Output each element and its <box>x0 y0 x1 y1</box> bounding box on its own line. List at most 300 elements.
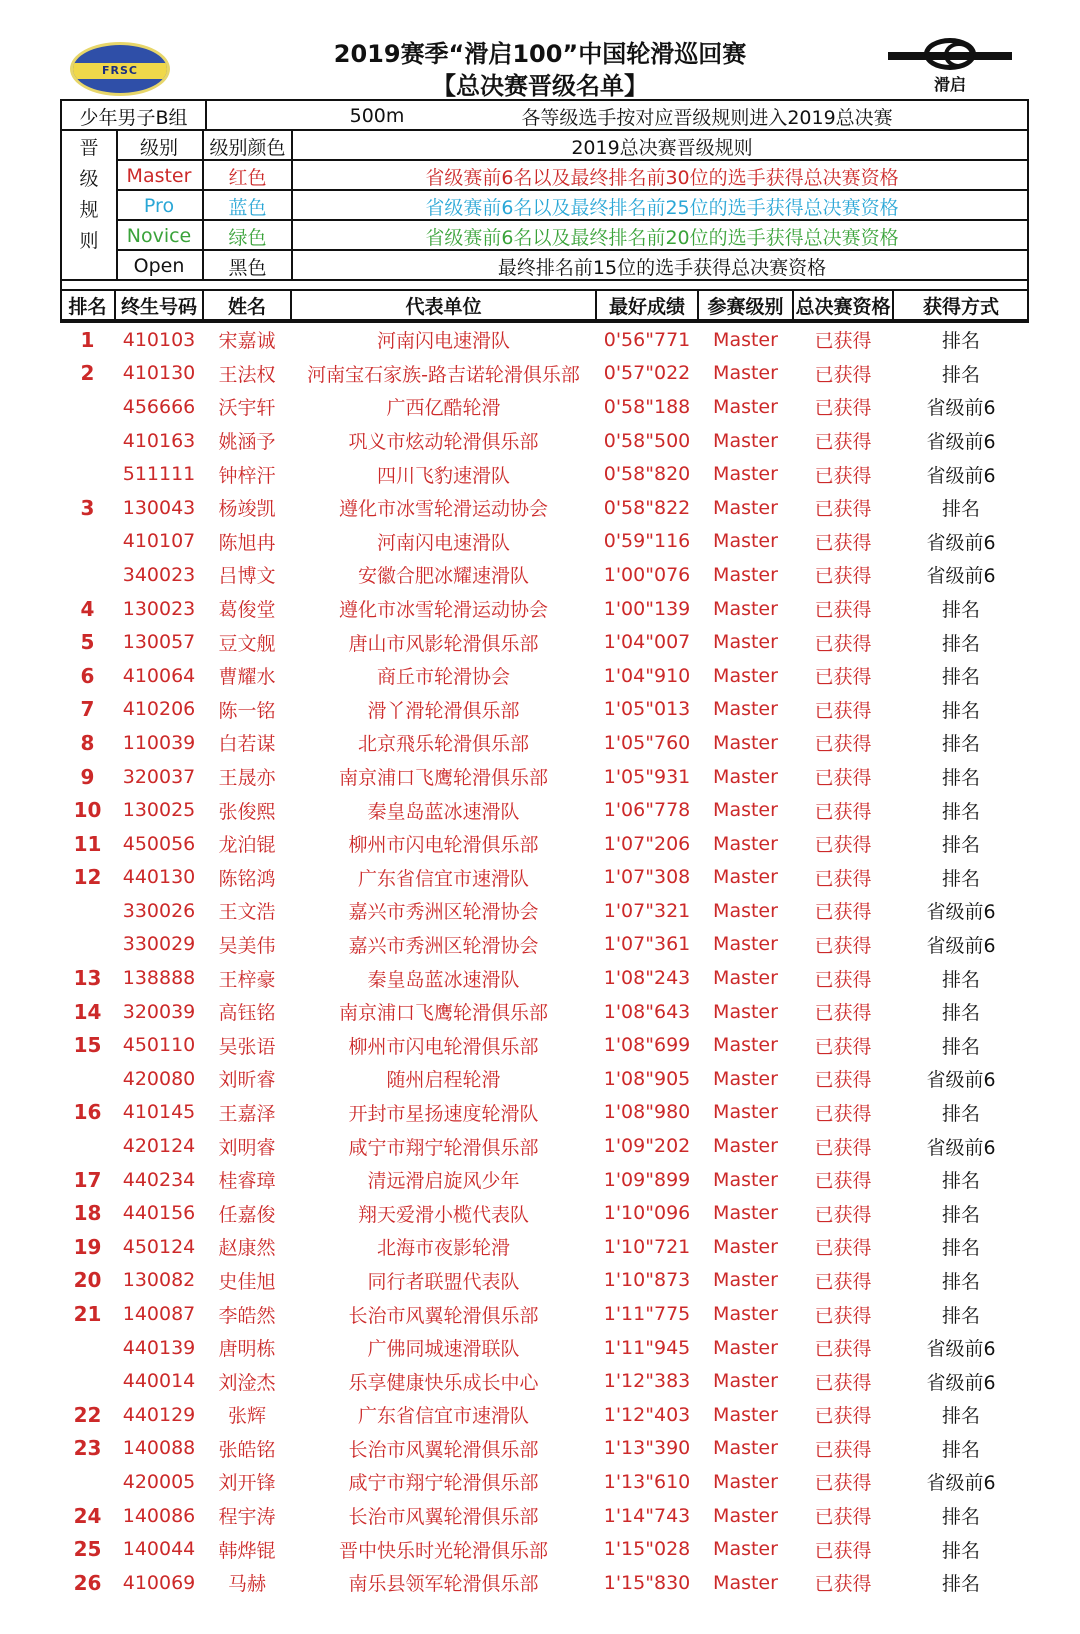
rules-col-color: 级别颜色 <box>209 136 286 159</box>
cell-id: 110039 <box>122 731 196 754</box>
cell-method: 排名 <box>941 1237 980 1260</box>
cell-method: 省级前6 <box>926 1338 996 1361</box>
cell-team: 河南闪电速滑队 <box>376 531 510 554</box>
cell-time: 0'57"022 <box>603 362 691 385</box>
rules-divider <box>205 101 207 129</box>
cell-status: 已获得 <box>814 834 872 857</box>
cell-team: 广佛同城速滑联队 <box>367 1338 520 1361</box>
cell-id: 410069 <box>122 1571 196 1594</box>
cell-name: 刘明睿 <box>218 1136 276 1159</box>
cell-method: 排名 <box>941 498 980 521</box>
cell-status: 已获得 <box>814 1102 872 1125</box>
cell-rank <box>60 928 115 962</box>
cell-level: Master <box>713 933 778 956</box>
cell-name: 陈铭鸿 <box>218 867 276 890</box>
cell-method: 省级前6 <box>926 531 996 554</box>
col-rank: 排名 <box>68 295 107 318</box>
cell-time: 1'08"699 <box>603 1034 691 1057</box>
cell-rank: 24 <box>73 1503 102 1528</box>
cell-time: 1'00"076 <box>603 563 691 586</box>
cell-method: 排名 <box>941 1002 980 1025</box>
cell-rank: 19 <box>73 1234 102 1259</box>
header-border <box>60 289 62 323</box>
rules-table <box>60 99 1029 321</box>
cell-status: 已获得 <box>814 1539 872 1562</box>
cell-status: 已获得 <box>814 1573 872 1596</box>
cell-status: 已获得 <box>814 767 872 790</box>
cell-status: 已获得 <box>814 1405 872 1428</box>
cell-name: 李皓然 <box>218 1304 276 1327</box>
skateart-logo-text: 滑启 <box>933 75 966 94</box>
cell-team: 北京飛乐轮滑俱乐部 <box>357 733 529 756</box>
cell-team: 广东省信宜市速滑队 <box>357 1405 529 1428</box>
cell-time: 0'58"500 <box>603 429 691 452</box>
cell-id: 340023 <box>122 563 196 586</box>
cell-team: 河南宝石家族-路吉诺轮滑俱乐部 <box>307 363 580 386</box>
cell-rank: 22 <box>73 1402 102 1427</box>
cell-team: 遵化市冰雪轮滑运动协会 <box>338 498 548 521</box>
cell-rank: 12 <box>73 865 102 890</box>
cell-method: 排名 <box>941 1539 980 1562</box>
cell-method: 排名 <box>941 1035 980 1058</box>
cell-rank: 26 <box>73 1570 102 1595</box>
rules-side-label <box>62 135 116 255</box>
cell-method: 排名 <box>941 733 980 756</box>
col-status: 总决赛资格 <box>795 295 891 318</box>
cell-time: 1'13"390 <box>603 1437 691 1460</box>
table-row <box>60 861 1029 895</box>
cell-id: 420124 <box>122 1135 196 1158</box>
cell-status: 已获得 <box>814 1069 872 1092</box>
cell-method: 省级前6 <box>926 901 996 924</box>
cell-time: 1'07"206 <box>603 832 691 855</box>
cell-time: 1'04"910 <box>603 664 691 687</box>
cell-team: 秦皇岛蓝冰速滑队 <box>367 968 520 991</box>
col-id: 终生号码 <box>120 295 197 318</box>
cell-level: Master <box>713 429 778 452</box>
results-header-row <box>60 289 1029 323</box>
cell-rank: 2 <box>80 361 95 386</box>
cell-id: 410206 <box>122 698 196 721</box>
cell-level: Master <box>713 899 778 922</box>
rules-col-level: 级别 <box>139 136 178 159</box>
cell-level: Master <box>713 1403 778 1426</box>
rules-divider <box>62 279 1027 281</box>
cell-id: 450056 <box>122 832 196 855</box>
cell-level: Master <box>713 1034 778 1057</box>
cell-level: Master <box>713 1067 778 1090</box>
cell-level: Master <box>713 1269 778 1292</box>
cell-time: 1'12"383 <box>603 1370 691 1393</box>
rules-side-char: 晋 <box>79 137 99 159</box>
cell-method: 排名 <box>941 867 980 890</box>
cell-rank <box>60 1331 115 1365</box>
cell-status: 已获得 <box>814 464 872 487</box>
cell-team: 乐享健康快乐成长中心 <box>348 1371 539 1394</box>
table-row <box>60 1028 1029 1062</box>
cell-method: 省级前6 <box>926 1472 996 1495</box>
rules-divider <box>202 129 204 281</box>
cell-status: 已获得 <box>814 632 872 655</box>
cell-team: 翔天爱滑小榄代表队 <box>357 1203 529 1226</box>
col-level: 参赛级别 <box>707 295 784 318</box>
cell-rank: 3 <box>80 495 95 520</box>
cell-time: 1'08"643 <box>603 1000 691 1023</box>
cell-status: 已获得 <box>814 901 872 924</box>
rules-divider <box>116 219 1027 221</box>
cell-method: 排名 <box>941 968 980 991</box>
cell-status: 已获得 <box>814 1371 872 1394</box>
table-row <box>60 1264 1029 1298</box>
cell-method: 排名 <box>941 363 980 386</box>
cell-time: 1'04"007 <box>603 631 691 654</box>
cell-team: 巩义市炫动轮滑俱乐部 <box>348 431 539 454</box>
cell-status: 已获得 <box>814 1304 872 1327</box>
cell-id: 410145 <box>122 1101 196 1124</box>
cell-method: 排名 <box>941 1304 980 1327</box>
cell-time: 1'10"873 <box>603 1269 691 1292</box>
cell-level: Master <box>713 1336 778 1359</box>
cell-name: 张皓铭 <box>218 1438 276 1461</box>
cell-status: 已获得 <box>814 1035 872 1058</box>
cell-level: Master <box>713 1370 778 1393</box>
cell-method: 排名 <box>941 599 980 622</box>
cell-id: 440156 <box>122 1202 196 1225</box>
cell-rank: 15 <box>73 1033 102 1058</box>
cell-team: 咸宁市翔宁轮滑俱乐部 <box>348 1472 539 1495</box>
cell-method: 排名 <box>941 1438 980 1461</box>
cell-rank: 7 <box>80 697 95 722</box>
cell-status: 已获得 <box>814 800 872 823</box>
cell-method: 省级前6 <box>926 934 996 957</box>
cell-rank <box>60 525 115 559</box>
cell-method: 省级前6 <box>926 1371 996 1394</box>
table-row <box>60 726 1029 760</box>
group-note: 各等级选手按对应晋级规则进入2019总决赛 <box>521 106 893 129</box>
rule-level-pro: Pro <box>143 195 175 217</box>
rule-color-master: 红色 <box>228 166 267 189</box>
cell-method: 排名 <box>941 1170 980 1193</box>
cell-method: 省级前6 <box>926 1069 996 1092</box>
cell-id: 410130 <box>122 362 196 385</box>
table-row <box>60 1532 1029 1566</box>
page-header <box>0 0 1080 100</box>
cell-id: 420080 <box>122 1067 196 1090</box>
cell-status: 已获得 <box>814 968 872 991</box>
cell-time: 1'07"308 <box>603 866 691 889</box>
cell-team: 开封市星扬速度轮滑队 <box>348 1102 539 1125</box>
cell-status: 已获得 <box>814 733 872 756</box>
cell-id: 410103 <box>122 328 196 351</box>
cell-rank: 25 <box>73 1537 102 1562</box>
cell-team: 嘉兴市秀洲区轮滑协会 <box>348 934 539 957</box>
cell-id: 138888 <box>122 967 196 990</box>
rules-divider <box>62 129 1027 131</box>
header-border <box>892 289 894 323</box>
cell-team: 长治市风翼轮滑俱乐部 <box>348 1506 539 1529</box>
cell-id: 440234 <box>122 1168 196 1191</box>
cell-rank: 8 <box>80 730 95 755</box>
rule-text-novice: 省级赛前6名以及最终排名前20位的选手获得总决赛资格 <box>425 226 899 249</box>
cell-name: 王嘉泽 <box>218 1102 276 1125</box>
cell-name: 王法权 <box>218 363 276 386</box>
cell-name: 王晟亦 <box>218 767 276 790</box>
rule-text-pro: 省级赛前6名以及最终排名前25位的选手获得总决赛资格 <box>425 196 899 219</box>
cell-level: Master <box>713 1235 778 1258</box>
cell-level: Master <box>713 765 778 788</box>
cell-level: Master <box>713 866 778 889</box>
cell-method: 排名 <box>941 1405 980 1428</box>
cell-id: 140044 <box>122 1538 196 1561</box>
cell-name: 杨竣凯 <box>218 498 276 521</box>
cell-name: 吴美伟 <box>218 934 276 957</box>
cell-method: 省级前6 <box>926 565 996 588</box>
cell-id: 440139 <box>122 1336 196 1359</box>
cell-name: 唐明栋 <box>218 1338 276 1361</box>
cell-team: 南京浦口飞鹰轮滑俱乐部 <box>338 1002 548 1025</box>
results-table-body <box>60 323 1029 1600</box>
cell-team: 广东省信宜市速滑队 <box>357 867 529 890</box>
cell-rank <box>60 894 115 928</box>
rule-color-pro: 蓝色 <box>228 196 267 219</box>
cell-time: 1'14"743 <box>603 1504 691 1527</box>
cell-method: 排名 <box>941 1203 980 1226</box>
cell-time: 1'00"139 <box>603 597 691 620</box>
header-border <box>697 289 699 323</box>
rules-divider <box>116 159 1027 161</box>
cell-team: 柳州市闪电轮滑俱乐部 <box>348 834 539 857</box>
cell-time: 1'12"403 <box>603 1403 691 1426</box>
header-border <box>60 289 1029 291</box>
cell-status: 已获得 <box>814 867 872 890</box>
cell-method: 排名 <box>941 1573 980 1596</box>
cell-time: 1'10"721 <box>603 1235 691 1258</box>
cell-team: 四川飞豹速滑队 <box>376 464 510 487</box>
cell-id: 420005 <box>122 1470 196 1493</box>
cell-name: 宋嘉诚 <box>218 330 276 353</box>
cell-rank: 10 <box>73 798 102 823</box>
cell-rank: 17 <box>73 1167 102 1192</box>
cell-level: Master <box>713 664 778 687</box>
cell-id: 410107 <box>122 530 196 553</box>
cell-name: 桂睿璋 <box>218 1170 276 1193</box>
cell-method: 排名 <box>941 699 980 722</box>
table-row <box>60 625 1029 659</box>
table-row <box>60 592 1029 626</box>
cell-name: 马赫 <box>227 1573 266 1596</box>
cell-rank <box>60 457 115 491</box>
col-team: 代表单位 <box>405 295 482 318</box>
cell-rank: 21 <box>73 1302 102 1327</box>
table-row <box>60 1331 1029 1365</box>
cell-time: 1'05"760 <box>603 731 691 754</box>
cell-team: 长治市风翼轮滑俱乐部 <box>348 1304 539 1327</box>
cell-status: 已获得 <box>814 934 872 957</box>
cell-id: 440014 <box>122 1370 196 1393</box>
cell-level: Master <box>713 530 778 553</box>
cell-name: 吴张语 <box>218 1035 276 1058</box>
cell-status: 已获得 <box>814 1338 872 1361</box>
rule-level-novice: Novice <box>126 225 192 247</box>
cell-status: 已获得 <box>814 666 872 689</box>
cell-team: 滑丫滑轮滑俱乐部 <box>367 699 520 722</box>
group-distance: 500m <box>349 105 405 127</box>
cell-name: 张俊熙 <box>218 800 276 823</box>
table-row <box>60 760 1029 794</box>
header-border <box>595 289 597 323</box>
cell-name: 赵康然 <box>218 1237 276 1260</box>
cell-name: 张辉 <box>227 1405 266 1428</box>
rules-divider <box>116 129 118 281</box>
table-row <box>60 1566 1029 1600</box>
header-border <box>202 289 204 323</box>
table-row <box>60 1398 1029 1432</box>
cell-rank <box>60 424 115 458</box>
cell-level: Master <box>713 1538 778 1561</box>
cell-level: Master <box>713 1504 778 1527</box>
cell-status: 已获得 <box>814 1270 872 1293</box>
cell-level: Master <box>713 1437 778 1460</box>
table-row <box>60 928 1029 962</box>
cell-rank <box>60 1062 115 1096</box>
cell-status: 已获得 <box>814 1472 872 1495</box>
cell-level: Master <box>713 1135 778 1158</box>
cell-rank: 9 <box>80 764 95 789</box>
cell-name: 刘淦杰 <box>218 1371 276 1394</box>
cell-id: 440130 <box>122 866 196 889</box>
cell-level: Master <box>713 631 778 654</box>
cell-method: 排名 <box>941 666 980 689</box>
cell-time: 1'06"778 <box>603 799 691 822</box>
cell-team: 遵化市冰雪轮滑运动协会 <box>338 599 548 622</box>
cell-id: 330029 <box>122 933 196 956</box>
cell-time: 0'58"820 <box>603 463 691 486</box>
cell-name: 程宇涛 <box>218 1506 276 1529</box>
table-row <box>60 1465 1029 1499</box>
cell-method: 省级前6 <box>926 431 996 454</box>
cell-level: Master <box>713 563 778 586</box>
table-row <box>60 1297 1029 1331</box>
cell-name: 王文浩 <box>218 901 276 924</box>
header-border <box>114 289 116 323</box>
cell-rank <box>60 1364 115 1398</box>
cell-time: 1'05"931 <box>603 765 691 788</box>
cell-status: 已获得 <box>814 599 872 622</box>
table-row <box>60 659 1029 693</box>
cell-status: 已获得 <box>814 565 872 588</box>
cell-time: 1'11"775 <box>603 1303 691 1326</box>
cell-status: 已获得 <box>814 531 872 554</box>
table-row <box>60 323 1029 357</box>
cell-name: 葛俊堂 <box>218 599 276 622</box>
cell-id: 140086 <box>122 1504 196 1527</box>
col-name: 姓名 <box>227 295 266 318</box>
table-row <box>60 424 1029 458</box>
cell-name: 龙泊锟 <box>218 834 276 857</box>
rule-level-master: Master <box>126 165 192 187</box>
table-row <box>60 457 1029 491</box>
cell-time: 1'07"361 <box>603 933 691 956</box>
cell-id: 130025 <box>122 799 196 822</box>
cell-status: 已获得 <box>814 363 872 386</box>
cell-time: 0'59"116 <box>603 530 691 553</box>
cell-status: 已获得 <box>814 1170 872 1193</box>
cell-rank: 11 <box>73 831 102 856</box>
cell-rank <box>60 390 115 424</box>
cell-rank: 4 <box>80 596 95 621</box>
cell-level: Master <box>713 731 778 754</box>
cell-time: 0'58"188 <box>603 395 691 418</box>
cell-team: 随州启程轮滑 <box>386 1069 501 1092</box>
cell-status: 已获得 <box>814 1438 872 1461</box>
page-subtitle: 【总决赛晋级名单】 <box>432 72 648 100</box>
cell-status: 已获得 <box>814 699 872 722</box>
cell-level: Master <box>713 832 778 855</box>
cell-level: Master <box>713 1571 778 1594</box>
table-row <box>60 961 1029 995</box>
cell-id: 450124 <box>122 1235 196 1258</box>
cell-level: Master <box>713 1303 778 1326</box>
cell-status: 已获得 <box>814 1237 872 1260</box>
rule-level-open: Open <box>133 255 185 277</box>
cell-rank: 13 <box>73 966 102 991</box>
cell-id: 140088 <box>122 1437 196 1460</box>
cell-rank: 6 <box>80 663 95 688</box>
cell-rank: 20 <box>73 1268 102 1293</box>
cell-status: 已获得 <box>814 1506 872 1529</box>
cell-id: 511111 <box>122 463 196 486</box>
cell-name: 史佳旭 <box>218 1270 276 1293</box>
col-time: 最好成绩 <box>608 295 685 318</box>
table-row <box>60 1230 1029 1264</box>
rules-divider <box>116 249 1027 251</box>
cell-team: 长治市风翼轮滑俱乐部 <box>348 1438 539 1461</box>
table-row <box>60 491 1029 525</box>
cell-team: 南乐县领军轮滑俱乐部 <box>348 1573 539 1596</box>
cell-name: 刘昕睿 <box>218 1069 276 1092</box>
cell-id: 130082 <box>122 1269 196 1292</box>
cell-level: Master <box>713 967 778 990</box>
table-row <box>60 827 1029 861</box>
rule-text-open: 最终排名前15位的选手获得总决赛资格 <box>497 256 827 279</box>
rule-color-novice: 绿色 <box>228 226 267 249</box>
cell-id: 330026 <box>122 899 196 922</box>
cell-rank: 1 <box>80 327 95 352</box>
cell-method: 排名 <box>941 800 980 823</box>
cell-id: 410064 <box>122 664 196 687</box>
cell-name: 沃宇轩 <box>218 397 276 420</box>
cell-name: 王梓豪 <box>218 968 276 991</box>
cell-team: 清远滑启旋风少年 <box>367 1170 520 1193</box>
cell-method: 排名 <box>941 632 980 655</box>
cell-id: 440129 <box>122 1403 196 1426</box>
table-row <box>60 1163 1029 1197</box>
cell-time: 0'58"822 <box>603 496 691 519</box>
cell-time: 0'56"771 <box>603 328 691 351</box>
table-row <box>60 995 1029 1029</box>
table-row <box>60 693 1029 727</box>
cell-time: 1'15"028 <box>603 1538 691 1561</box>
cell-id: 450110 <box>122 1034 196 1057</box>
cell-id: 130043 <box>122 496 196 519</box>
table-row <box>60 894 1029 928</box>
cell-rank: 16 <box>73 1100 102 1125</box>
rules-side-char: 规 <box>79 199 99 221</box>
cell-time: 1'13"610 <box>603 1470 691 1493</box>
col-method: 获得方式 <box>922 295 999 318</box>
association-logo-text: FRSC <box>102 64 138 77</box>
table-row <box>60 558 1029 592</box>
